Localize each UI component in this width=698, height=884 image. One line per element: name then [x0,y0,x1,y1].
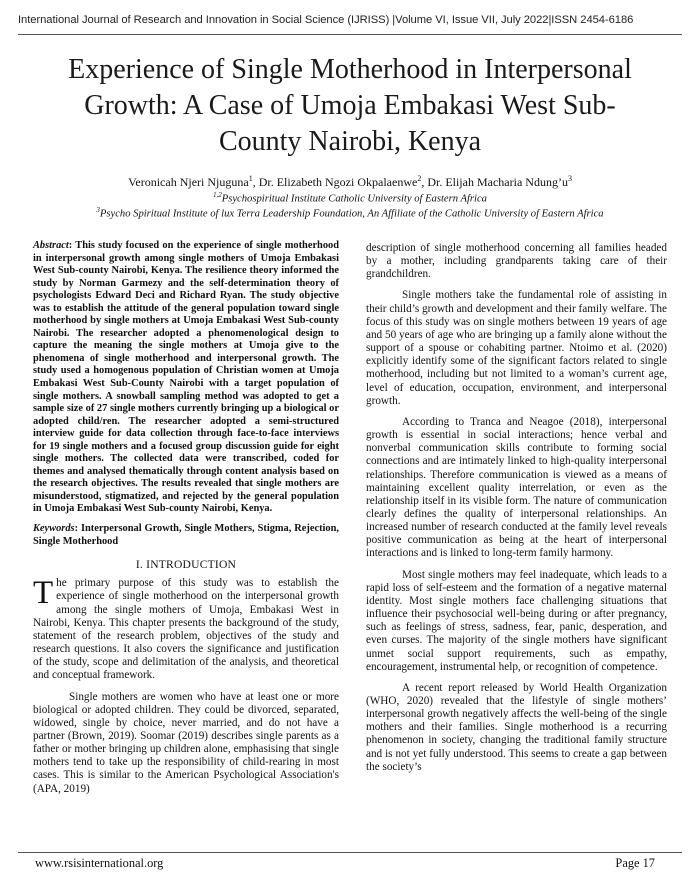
left-column [33,240,339,796]
body-paragraph-5: A recent report released by World Health Organization (WHO, 2020) revealed that the lifestyle of single mothers’ interpersonal growth negatively affects the well-being of the single mothers and their families. Single motherhood is a recurring phenomenon in society, changing the traditional family structure and is not yet fully understood. This seems to create a gap between the society’s [366,681,667,773]
keywords [33,523,339,548]
affiliation-1-sup: 1,2 [213,191,222,199]
affiliation-2 [20,206,680,220]
affiliation-2-sup: 3 [96,206,100,214]
abstract-text: : This study focused on the experience of single motherhood in interpersonal growth among single mothers of Umoja Embakasi West Sub-county Nairobi, Kenya. The resilience theory informed the study by Norman Garmezy and the self-determination theory of psychologists Edward Deci and Richard Ryan. The study objective was to establish the attitude of the general population toward single motherhood by single mothers at Umoja Embakasi West Sub-county Nairobi. The researcher adopted a phenomenological design to capture the meaning the single mothers at Umoja give to the phenomena of single motherhood and interpersonal growth. The study used a homogenous population of Christian women at Umoja Embakasi West Sub-County Nairobi with a target population of single mothers. A snowball sampling method was adopted to get a sample size of 27 single mothers currently bringing up a biological or adopted child/ren. The researcher adopted a semi-structured interview guide for data collection through face-to-face interviews for 19 single mothers and a focused group discussion guide for eight single mothers. The collected data were transcribed, coded for themes and analysed thematically through content analysis based on the research objectives. The results revealed that single mothers are misunderstood, stigmatized, and rejected by the general population in Umoja Embakasi West Sub-county Nairobi, Kenya. [33,240,339,515]
intro-paragraph-2: Single mothers are women who have at least one or more biological or adopted children. They could be divorced, separated, widowed, single by choice, never married, and do not have a partner (Brown, 2019). Soomar (2019) describes single parents as a father or mother bringing up children alone, emphasising that single mothers tend to take up the responsibility of child-rearing in most cases. This is similar to the American Psychological Association's (APA, 2019) [33,690,339,795]
author-3: , Dr. Elijah Macharia Ndung’u [421,175,568,189]
author-list [20,174,680,190]
header-divider [18,34,682,35]
author-1: Veronicah Njeri Njuguna [128,175,249,189]
title-line-2: Growth: A Case of Umoja Embakasi West Sub- [84,90,616,121]
footer-website: www.rsisinternational.org [35,856,164,870]
body-paragraph-1: description of single motherhood concerning all families headed by a mother, including grandparents taking care of their grandchildren. [366,242,667,281]
abstract-label: Abstract [33,240,69,251]
drop-cap: T [33,575,54,612]
right-column [366,242,667,774]
author-2-sup: 2 [417,174,422,183]
journal-header: International Journal of Research and Innovation in Social Science (IJRISS) |Volume VI, Issue VII, July 2022|ISSN 2454-6186 [18,14,634,26]
keywords-text: : Interpersonal Growth, Single Mothers, Stigma, Rejection, Single Motherhood [33,523,339,547]
intro-paragraph-1-text: he primary purpose of this study was to establish the experience of single motherhood on the interpersonal growth among the single mothers of Umoja, Embakasi West in Nairobi, Kenya. This chapter presents the background of the study, statement of the research problem, objectives of the study and research questions. It also covers the significance and justification of the study, scope and delimitation of the analysis, and theoretical and conceptual framework. [33,577,339,682]
footer-divider [18,852,682,853]
body-paragraph-4: Most single mothers may feel inadequate, which leads to a rapid loss of self-esteem and the formation of a negative maternal identity. Most single mothers face challenging situations that influence their psychosocial well-being during or after pregnancy, such as feelings of stress, sadness, fear, panic, desperation, and even curses. The majority of the single mothers have significant unmet social support requirements, such as empathy, encouragement, instrumental help, or recognition of competence. [366,568,667,673]
paper-title [30,52,670,160]
title-line-3: County Nairobi, Kenya [218,126,482,157]
author-1-sup: 1 [248,174,253,183]
body-paragraph-3: According to Tranca and Neagoe (2018), interpersonal growth is essential in social interactions; hence verbal and nonverbal communication skills contribute to forming social connections and are intimately linked to high-quality interpersonal relationships. Therefore communication is viewed as a means of maintaining excellent quality interrelation, or even as the relationship itself in its visible form. The nature of communication clearly defines the quality of interpersonal relationships. An increased number of research conducted at the family level reveals positive communication as being at the heart of interpersonal interactions and is linked to long-term family harmony. [366,415,667,560]
affiliation-1-text: Psychospiritual Institute Catholic University of Eastern Africa [221,193,487,205]
abstract [33,240,339,516]
affiliation-2-text: Psycho Spiritual Institute of lux Terra Leadership Foundation, An Affiliate of the Catholic University of Eastern Africa [99,208,604,220]
title-line-1: Experience of Single Motherhood in Interpersonal [68,54,632,85]
keywords-label: Keywords [33,523,75,535]
affiliation-1 [20,191,680,205]
author-3-sup: 3 [567,174,572,183]
body-paragraph-2: Single mothers take the fundamental role of assisting in their child’s growth and development and their family welfare. The focus of this study was on single mothers between 19 years of age and 50 years of age who are bringing up a family alone without the support of a spouse or cohabiting partner. Ntoimo et al. (2020) explicitly identify some of the significant factors related to single motherhood, including but not limited to a woman’s current age, level of education, occupation, environment, and interpersonal growth. [366,289,667,407]
page-number: Page 17 [615,856,655,870]
section-heading: I. INTRODUCTION [135,558,237,572]
intro-paragraph-1 [33,577,339,682]
author-2: , Dr. Elizabeth Ngozi Okpalaenwe [252,175,418,189]
